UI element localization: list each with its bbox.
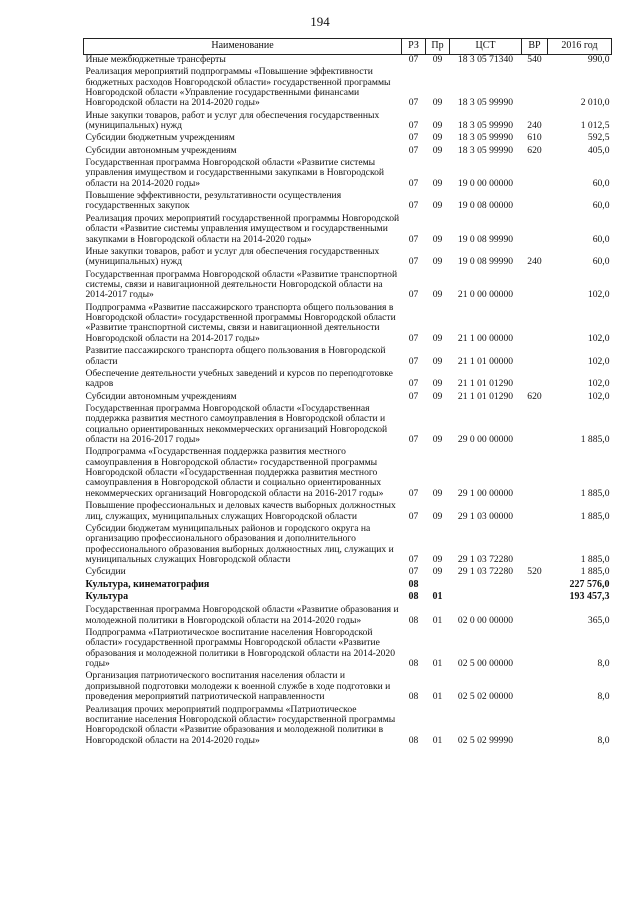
cell-pr: 01 [432, 591, 443, 603]
cell-cst: 29 1 00 00000 [457, 487, 514, 499]
cell-amount: 1 885,0 [580, 566, 610, 578]
cell-pr: 09 [432, 132, 443, 144]
cell-amount: 1 885,0 [580, 510, 610, 522]
cell-vr [522, 524, 548, 567]
cell-vr [522, 628, 548, 671]
table-row [84, 191, 612, 214]
table-header-row [84, 39, 612, 55]
cell-vr [522, 447, 548, 501]
cell-pr: 09 [432, 566, 443, 578]
cell-pr: 09 [432, 53, 443, 65]
cell-rz: 07 [408, 487, 419, 499]
cell-amount: 102,0 [587, 289, 610, 301]
cell-amount: 990,0 [587, 53, 610, 65]
cell-name: Субсидии бюджетным учреждениям [85, 132, 235, 144]
cell-vr [522, 369, 548, 392]
table-row [84, 133, 612, 145]
cell-rz: 07 [408, 119, 419, 131]
cell-name: Реализация прочих мероприятий государственной программы Новгородской области «Развитие системы управления имуществом и государственными закупками в Новгородской области на 2014-2020 годы» [85, 212, 400, 245]
cell-vr [522, 214, 548, 247]
cell-vr: 240 [527, 256, 542, 268]
header-pr: Пр [426, 39, 450, 55]
header-cst: ЦСТ [450, 39, 522, 55]
cell-amount: 60,0 [592, 177, 610, 189]
cell-vr [522, 303, 548, 346]
cell-vr [522, 501, 548, 524]
cell-amount: 1 885,0 [580, 553, 610, 565]
cell-amount: 8,0 [597, 734, 610, 746]
cell-rz: 08 [408, 734, 419, 746]
cell-amount: 365,0 [587, 614, 610, 626]
cell-name: Культура [85, 591, 129, 603]
cell-rz: 07 [408, 378, 419, 390]
header-rz: РЗ [402, 39, 426, 55]
cell-cst [450, 580, 522, 593]
table-row [84, 524, 612, 567]
table-row [84, 369, 612, 392]
cell-vr: 610 [527, 132, 542, 144]
cell-rz: 07 [408, 434, 419, 446]
cell-name: Субсидии автономным учреждениям [85, 390, 237, 402]
cell-amount: 193 457,3 [569, 591, 610, 603]
cell-rz: 07 [408, 390, 419, 402]
cell-name: Субсидии автономным учреждениям [85, 144, 237, 156]
table-row [84, 705, 612, 748]
cell-amount: 102,0 [587, 332, 610, 344]
cell-cst: 02 5 02 99990 [457, 734, 514, 746]
cell-name: Государственная программа Новгородской области «Развитие транспортной системы, связи и навигационной деятельности Новгородской области на 2014-2017 годы» [85, 268, 398, 301]
cell-amount: 405,0 [587, 144, 610, 156]
cell-pr: 01 [432, 734, 443, 746]
cell-amount: 102,0 [587, 378, 610, 390]
cell-rz: 08 [408, 614, 419, 626]
cell-amount: 1 885,0 [580, 434, 610, 446]
table-row [84, 567, 612, 579]
table-row [84, 111, 612, 134]
cell-cst: 29 1 03 72280 [457, 553, 514, 565]
cell-amount: 227 576,0 [569, 578, 610, 590]
cell-vr [522, 270, 548, 303]
cell-pr: 09 [432, 487, 443, 499]
cell-rz: 07 [408, 553, 419, 565]
cell-rz: 07 [408, 332, 419, 344]
cell-name: Подпрограмма «Развитие пассажирского транспорта общего пользования в Новгородской области» государственной программы Новгородской области «Развитие транспортной системы, связи и навигационной деятельности Новгородской области на 2014-2017 годы» [85, 301, 396, 344]
cell-name: Иные закупки товаров, работ и услуг для обеспечения государственных (муниципальных) нужд [85, 109, 380, 131]
cell-name: Развитие пассажирского транспорта общего пользования в Новгородской области [85, 345, 386, 367]
cell-pr: 09 [432, 200, 443, 212]
cell-rz: 07 [408, 355, 419, 367]
cell-cst: 18 3 05 99990 [457, 144, 514, 156]
cell-cst: 29 1 03 72280 [457, 566, 514, 578]
cell-pr: 09 [432, 144, 443, 156]
header-name: Наименование [84, 39, 402, 55]
cell-cst: 18 3 05 71340 [457, 53, 514, 65]
cell-vr [522, 705, 548, 748]
cell-pr: 09 [432, 256, 443, 268]
cell-cst: 18 3 05 99990 [457, 132, 514, 144]
table-row [84, 501, 612, 524]
cell-name: Обеспечение деятельности учебных заведений и курсов по переподготовке кадров [85, 367, 393, 390]
table-row [84, 346, 612, 369]
cell-pr: 09 [432, 119, 443, 131]
table-row [84, 214, 612, 247]
cell-vr [522, 158, 548, 191]
cell-cst: 21 0 00 00000 [457, 289, 514, 301]
cell-amount: 2 010,0 [580, 97, 610, 109]
cell-pr: 09 [432, 289, 443, 301]
cell-name: Государственная программа Новгородской области «Развитие образования и молодежной политики в Новгородской области на 2014-2020 годы» [85, 604, 399, 626]
cell-vr [522, 580, 548, 593]
cell-cst: 19 0 08 99990 [457, 233, 514, 245]
cell-vr [522, 346, 548, 369]
table-row [84, 404, 612, 447]
cell-cst [450, 592, 522, 605]
cell-amount: 592,5 [587, 132, 610, 144]
cell-name: Повышение эффективности, результативности осуществления государственных закупок [85, 190, 342, 212]
table-row [84, 270, 612, 303]
cell-cst: 02 0 00 00000 [457, 614, 514, 626]
cell-cst: 29 1 03 00000 [457, 510, 514, 522]
header-vr: ВР [522, 39, 548, 55]
cell-rz: 08 [408, 658, 419, 670]
table-row [84, 605, 612, 628]
cell-vr: 540 [527, 53, 542, 65]
cell-vr [522, 671, 548, 704]
cell-rz: 07 [408, 177, 419, 189]
cell-name: Организация патриотического воспитания населения области и допризывной подготовки молодежи к военной службе в ходе подготовки и проведения мероприятий патриотической направленности [85, 670, 391, 703]
cell-amount: 60,0 [592, 200, 610, 212]
table-row [84, 158, 612, 191]
cell-cst: 21 1 00 00000 [457, 332, 514, 344]
cell-rz: 07 [408, 289, 419, 301]
cell-rz: 07 [408, 233, 419, 245]
cell-pr: 09 [432, 390, 443, 402]
cell-name: Субсидии бюджетам муниципальных районов и городского округа на организацию профессионального образования и дополнительного профессионального образования выборных должностных лиц, служащих и муниципальных служащих Новгородской области [85, 522, 394, 565]
page-number: 194 [310, 14, 330, 29]
cell-cst: 29 0 00 00000 [457, 434, 514, 446]
cell-vr [522, 67, 548, 110]
cell-amount: 102,0 [587, 355, 610, 367]
cell-name: Культура, кинематография [85, 578, 210, 590]
cell-rz: 08 [408, 691, 419, 703]
cell-pr: 01 [432, 691, 443, 703]
cell-pr: 09 [432, 332, 443, 344]
cell-pr: 09 [432, 510, 443, 522]
cell-pr: 09 [432, 97, 443, 109]
cell-vr [522, 191, 548, 214]
cell-pr: 09 [432, 553, 443, 565]
cell-rz: 08 [408, 578, 419, 590]
cell-name: Реализация мероприятий подпрограммы «Повышение эффективности бюджетных расходов Новгородской области» государственной программы Новгородской области «Управление государственными финансами Новгородской области на 2014-2020 годы» [85, 66, 391, 109]
cell-cst: 19 0 08 99990 [457, 256, 514, 268]
cell-rz: 07 [408, 144, 419, 156]
cell-vr [522, 404, 548, 447]
table-row [84, 628, 612, 671]
cell-rz: 07 [408, 132, 419, 144]
cell-vr [522, 605, 548, 628]
cell-cst: 21 1 01 01290 [457, 390, 514, 402]
cell-pr: 09 [432, 434, 443, 446]
table-row [84, 671, 612, 704]
cell-amount: 1 885,0 [580, 487, 610, 499]
cell-amount: 8,0 [597, 658, 610, 670]
cell-vr [522, 592, 548, 605]
cell-rz: 08 [408, 591, 419, 603]
cell-name: Государственная программа Новгородской области «Развитие системы управления имуществом и государственными закупками в Новгородской области на 2014-2020 годы» [85, 157, 385, 189]
cell-name: Субсидии [85, 566, 126, 578]
cell-pr: 01 [432, 614, 443, 626]
cell-name: Государственная программа Новгородской области «Государственная поддержка развития местного самоуправления в Новгородской области и социально ориентированных некоммерческих организаций Новгородской области на 2016-2017 годы» [85, 402, 388, 446]
cell-rz: 07 [408, 97, 419, 109]
cell-pr: 09 [432, 378, 443, 390]
table-row [84, 447, 612, 501]
cell-cst: 19 0 00 00000 [457, 177, 514, 189]
cell-name: Повышение профессиональных и деловых качеств выборных должностных лиц, служащих, муниципальных служащих Новгородской области [85, 500, 396, 522]
cell-amount: 60,0 [592, 256, 610, 268]
cell-name: Подпрограмма «Государственная поддержка развития местного самоуправления в Новгородской области» государственной программы Новгородской области «Государственная поддержка развития местного самоуправления в Новгородской области и социально ориентированных некоммерческих организаций Новгородской области на 2016-2017 годы» [85, 446, 384, 499]
cell-rz: 07 [408, 200, 419, 212]
table-row [84, 580, 612, 593]
cell-rz: 07 [408, 566, 419, 578]
cell-name: Подпрограмма «Патриотическое воспитание населения Новгородской области» государственной программы Новгородской области «Развитие образования и молодежной политики в Новгородской области на 2014-2020 годы» [85, 627, 396, 670]
cell-pr: 09 [432, 355, 443, 367]
cell-vr: 620 [527, 144, 542, 156]
cell-rz: 07 [408, 510, 419, 522]
table-row [84, 247, 612, 270]
cell-cst: 18 3 05 99990 [457, 97, 514, 109]
cell-amount: 1 012,5 [580, 119, 610, 131]
table-row [84, 67, 612, 110]
header-amount: 2016 год [548, 39, 612, 55]
cell-pr: 09 [432, 233, 443, 245]
cell-pr: 01 [432, 658, 443, 670]
cell-cst: 19 0 08 00000 [457, 200, 514, 212]
cell-cst: 02 5 02 00000 [457, 691, 514, 703]
cell-vr: 520 [527, 566, 542, 578]
cell-amount: 102,0 [587, 390, 610, 402]
cell-cst: 18 3 05 99990 [457, 119, 514, 131]
cell-cst: 21 1 01 01290 [457, 378, 514, 390]
cell-name: Иные закупки товаров, работ и услуг для обеспечения государственных (муниципальных) нужд [85, 245, 380, 268]
cell-rz: 07 [408, 53, 419, 65]
cell-name: Иные межбюджетные трансферты [85, 53, 226, 65]
cell-cst: 21 1 01 00000 [457, 355, 514, 367]
cell-cst: 02 5 00 00000 [457, 658, 514, 670]
table-row [84, 303, 612, 346]
budget-table [83, 38, 612, 748]
cell-amount: 8,0 [597, 691, 610, 703]
cell-name: Реализация прочих мероприятий подпрограммы «Патриотическое воспитание населения Новгородской области» государственной программы Новгородской области «Развитие образования и молодежной политики в Новгородской области на 2014-2020 годы» [85, 703, 396, 746]
cell-vr: 620 [527, 390, 542, 402]
cell-vr: 240 [527, 119, 542, 131]
cell-pr: 09 [432, 177, 443, 189]
cell-amount: 60,0 [592, 233, 610, 245]
cell-rz: 07 [408, 256, 419, 268]
